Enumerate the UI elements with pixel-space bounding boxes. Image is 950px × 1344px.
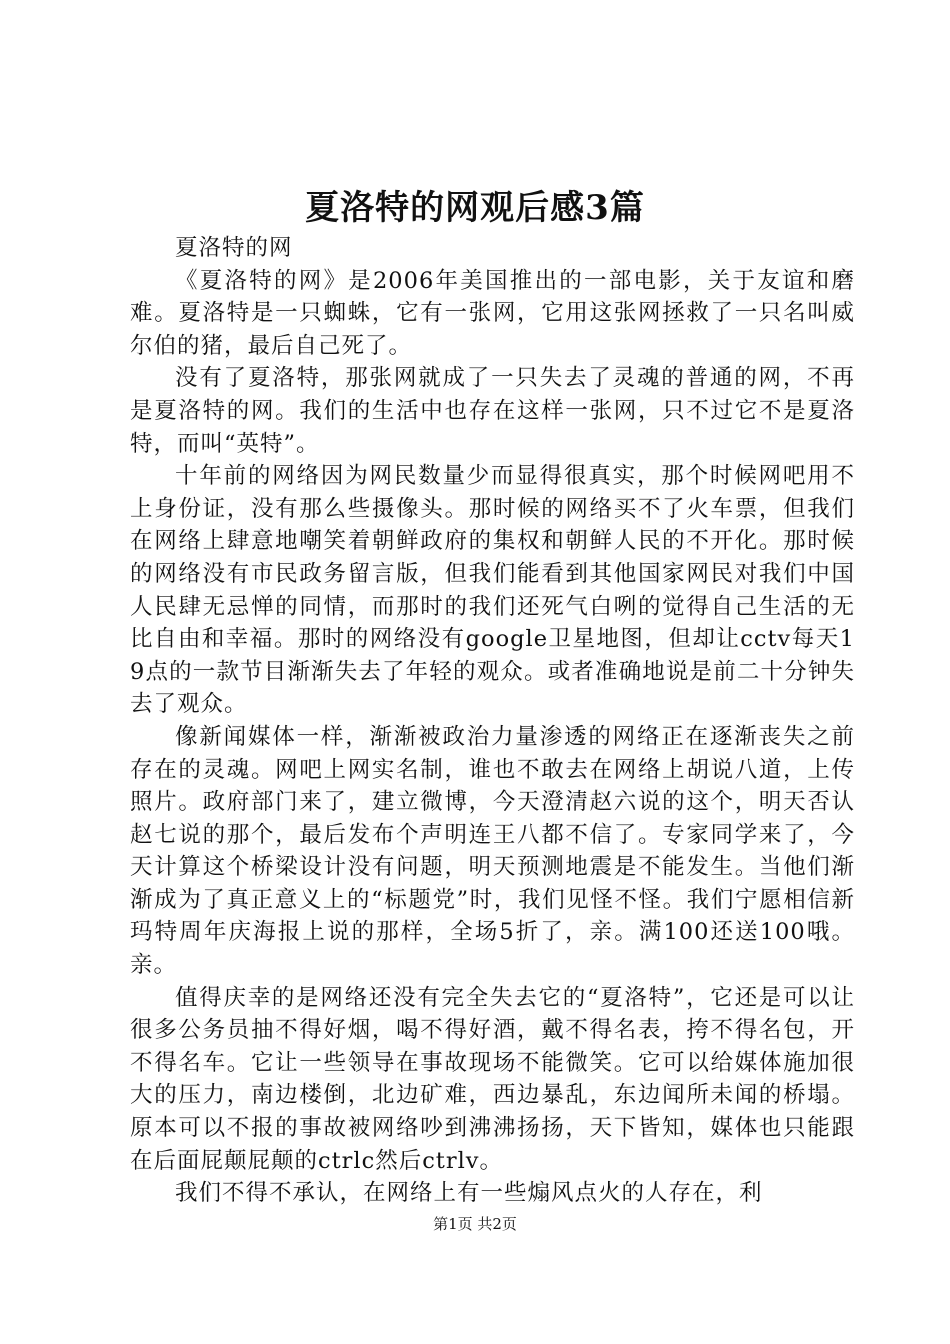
document-body: [130, 232, 855, 1210]
document-title: 夏洛特的网观后感3篇: [305, 188, 645, 228]
paragraph: 没有了夏洛特，那张网就成了一只失去了灵魂的普通的网，不再是夏洛特的网。我们的生活中也存在这样一张网，只不过它不是夏洛特，而叫“英特”。: [130, 365, 855, 457]
paragraph-subtitle: 夏洛特的网: [175, 235, 293, 261]
paragraph: 值得庆幸的是网络还没有完全失去它的“夏洛特”，它还是可以让很多公务员抽不得好烟，喝不得好酒，戴不得名表，挎不得名包，开不得名车。它让一些领导在事故现场不能微笑。它可以给媒体施加很大的压力，南边楼倒，北边矿难，西边暴乱，东边闻所未闻的桥塌。原本可以不报的事故被网络吵到沸沸扬扬，天下皆知，媒体也只能跟在后面屁颠屁颠的ctrlc然后ctrlv。: [130, 984, 855, 1174]
paragraph: 十年前的网络因为网民数量少而显得很真实，那个时候网吧用不上身份证，没有那么些摄像头。那时候的网络买不了火车票，但我们在网络上肆意地嘲笑着朝鲜政府的集权和朝鲜人民的不开化。那时候的网络没有市民政务留言版，但我们能看到其他国家网民对我们中国人民肆无忌惮的同情，而那时的我们还死气白咧的觉得自己生活的无比自由和幸福。那时的网络没有google卫星地图，但却让cctv每天19点的一款节目渐渐失去了年轻的观众。或者准确地说是前二十分钟失去了观众。: [130, 463, 855, 718]
paragraph: 我们不得不承认，在网络上有一些煽风点火的人存在，利: [175, 1180, 763, 1207]
paragraph: 像新闻媒体一样，渐渐被政治力量渗透的网络正在逐渐丧失之前存在的灵魂。网吧上网实名制，谁也不敢去在网络上胡说八道，上传照片。政府部门来了，建立微博，今天澄清赵六说的这个，明天否认赵七说的那个，最后发布个声明连王八都不信了。专家同学来了，今天计算这个桥梁设计没有问题，明天预测地震是不能发生。当他们渐渐成为了真正意义上的“标题党”时，我们见怪不怪。我们宁愿相信新玛特周年庆海报上说的那样，全场5折了，亲。满100还送100哦。亲。: [130, 723, 855, 979]
page-number-footer: 第1页 共2页: [433, 1215, 517, 1233]
paragraph: 《夏洛特的网》是2006年美国推出的一部电影，关于友谊和磨难。夏洛特是一只蜘蛛，它有一张网，它用这张网拯救了一只名叫威尔伯的猪，最后自己死了。: [130, 267, 855, 359]
